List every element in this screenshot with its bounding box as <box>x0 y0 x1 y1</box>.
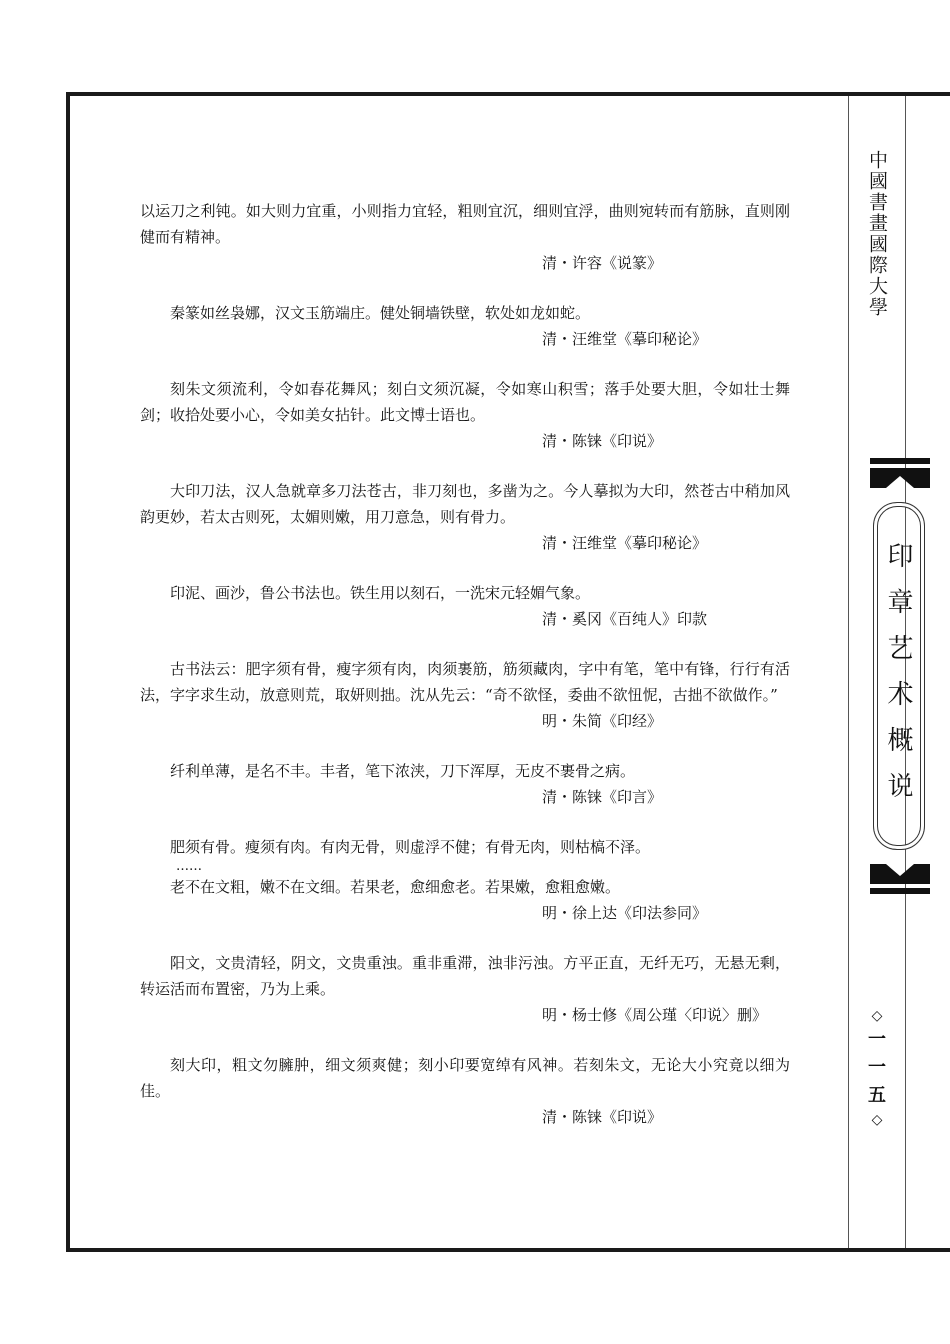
quote-text: 纤利单薄，是名不丰。丰者，笔下浓浃，刀下浑厚，无皮不裹骨之病。 <box>170 762 636 780</box>
quote-text: 刻大印，粗文勿臃肿，细文须爽健；刻小印要宽绰有风神。若刻朱文，无论大小究竟以细为佳。 <box>140 1056 790 1100</box>
quote-source: 清・汪维堂《摹印秘论》 <box>542 534 708 552</box>
quote-source: 清・陈铼《印言》 <box>542 788 663 806</box>
quote-text: 大印刀法，汉人急就章多刀法苍古，非刀刻也，多凿为之。今人摹拟为大印，然苍古中稍加风韵更妙，若太古则死，太媚则嫩，用刀意急，则有骨力。 <box>140 482 790 526</box>
quote-text: 印泥、画沙，鲁公书法也。铁生用以刻石，一洗宋元轻媚气象。 <box>170 584 591 602</box>
divider-bar-top <box>870 458 930 464</box>
quote-text: 老不在文粗，嫩不在文细。若果老，愈细愈老。若果嫩，愈粗愈嫩。 <box>170 878 621 896</box>
quote-text: 阳文，文贵清轻，阴文，文贵重浊。重非重滞，浊非污浊。方平正直，无纤无巧，无悬无剩，转运活而布置密，乃为上乘。 <box>140 954 790 998</box>
ellipsis: …… <box>176 859 202 874</box>
chevron-ornament-bottom-icon <box>870 856 930 884</box>
quote-text: 秦篆如丝袅娜，汉文玉筋端庄。健处铜墙铁壁，软处如龙如蛇。 <box>170 304 591 322</box>
page-number <box>860 1006 894 1130</box>
quote-source: 明・徐上达《印法参同》 <box>542 904 708 922</box>
quote-text: 古书法云：肥字须有骨，瘦字须有肉，肉须裹筋，筋须藏肉，字中有笔，笔中有锋，行行有活法，字字求生动，放意则荒，取妍则拙。沈从先云：“奇不欲怪，委曲不欲忸怩，古拙不欲做作。” <box>140 660 790 704</box>
quote-source: 明・朱简《印经》 <box>542 712 663 730</box>
quote-source: 清・陈铼《印说》 <box>542 1108 663 1126</box>
divider-bar-bottom <box>870 888 930 894</box>
page-digit: 五 <box>868 1085 886 1106</box>
page-digit: 一 <box>868 1029 886 1050</box>
page-digit: 一 <box>868 1057 886 1078</box>
section-title-char: 印章艺术概说 <box>883 542 913 818</box>
university-name: 中國書畫國際大學 <box>866 150 888 318</box>
sidebar-rule-left <box>848 96 849 1248</box>
quote-source: 清・汪维堂《摹印秘论》 <box>542 330 708 348</box>
quote-source: 清・陈铼《印说》 <box>542 432 663 450</box>
quote-text: 刻朱文须流利，令如春花舞风；刻白文须沉凝，令如寒山积雪；落手处要大胆，令如壮士舞剑；收拾处要小心，令如美女拈针。此文博士语也。 <box>140 380 790 424</box>
chevron-ornament-top-icon <box>870 468 930 496</box>
quote-source: 清・许容《说篆》 <box>542 254 663 272</box>
quote-source: 清・奚冈《百纯人》印款 <box>542 610 708 628</box>
section-title <box>870 520 926 840</box>
body-text <box>140 198 790 1130</box>
quote-text: 肥须有骨。瘦须有肉。有肉无骨，则虚浮不健；有骨无肉，则枯槁不泽。 <box>170 838 651 856</box>
diamond-icon: ◇ <box>871 1008 883 1024</box>
diamond-icon: ◇ <box>871 1112 883 1128</box>
quote-source: 明・杨士修《周公瑾〈印说〉删》 <box>542 1006 768 1024</box>
section-title-panel <box>870 468 930 884</box>
quote-text: 以运刀之利钝。如大则力宜重，小则指力宜轻，粗则宜沉，细则宜浮，曲则宛转而有筋脉，直则刚健而有精神。 <box>140 202 790 246</box>
